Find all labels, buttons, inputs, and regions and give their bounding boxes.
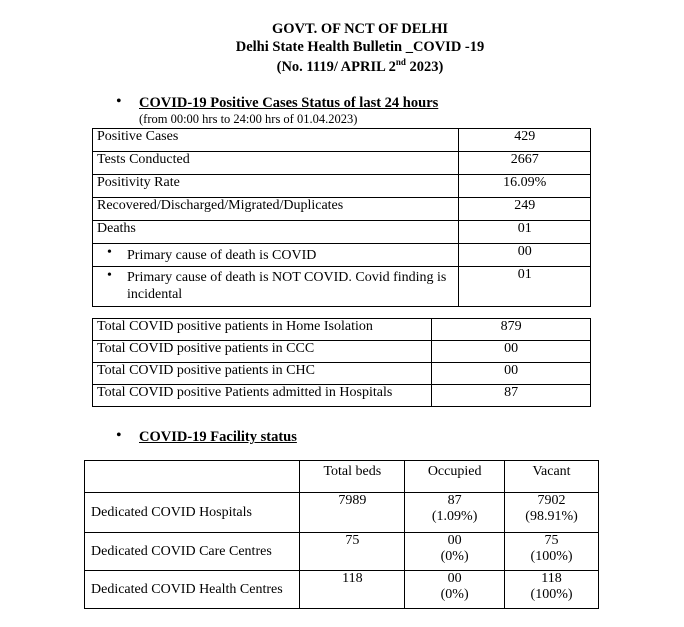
cases-status-table <box>92 128 591 307</box>
bulletin-number <box>0 57 684 76</box>
sub-bullet: • <box>107 268 112 283</box>
row-value: 249 <box>459 198 591 221</box>
occupied-cell <box>405 533 505 571</box>
row-label: Deaths <box>93 221 459 244</box>
bulletin-number-suffix: 2023) <box>405 58 444 75</box>
occupied-cell <box>405 493 505 533</box>
table-row <box>93 385 591 407</box>
row-value: 00 <box>459 244 591 267</box>
row-value: 429 <box>459 129 591 152</box>
table-row <box>93 221 591 244</box>
row-value: 16.09% <box>459 175 591 198</box>
table-row <box>93 363 591 385</box>
total-beds-value: 7989 <box>300 493 405 533</box>
row-value: 87 <box>432 385 591 407</box>
bulletin-number-sup: nd <box>395 57 406 67</box>
occupied-cell <box>405 571 505 609</box>
section2-title: COVID-19 Facility status <box>139 429 297 445</box>
row-value: 01 <box>459 267 591 307</box>
table-row <box>93 152 591 175</box>
facility-label: Dedicated COVID Health Centres <box>85 571 300 609</box>
vacant-value: 75 <box>544 533 559 548</box>
header-empty-cell <box>85 461 300 493</box>
column-header-total-beds: Total beds <box>300 461 405 493</box>
table-row <box>93 175 591 198</box>
column-header-vacant: Vacant <box>505 461 599 493</box>
row-label: Positive Cases <box>93 129 459 152</box>
row-label: Total COVID positive patients in Home Isolation <box>93 319 432 341</box>
vacant-value: 118 <box>541 571 562 586</box>
row-label: Positivity Rate <box>93 175 459 198</box>
row-value: 879 <box>432 319 591 341</box>
total-beds-value: 118 <box>300 571 405 609</box>
facility-status-table <box>84 460 599 609</box>
table-row <box>85 493 599 533</box>
occupied-value: 87 <box>447 493 462 508</box>
row-label: Tests Conducted <box>93 152 459 175</box>
table-header-row <box>85 461 599 493</box>
facility-label: Dedicated COVID Hospitals <box>85 493 300 533</box>
isolation-table <box>92 318 591 407</box>
vacant-percent: (98.91%) <box>525 509 578 524</box>
column-header-occupied: Occupied <box>405 461 505 493</box>
header-subtitle: Delhi State Health Bulletin _COVID -19 <box>235 39 485 55</box>
vacant-cell <box>505 493 599 533</box>
table-row <box>93 267 591 307</box>
occupied-value: 00 <box>447 571 462 586</box>
row-value: 2667 <box>459 152 591 175</box>
table-row <box>93 319 591 341</box>
table-row <box>85 533 599 571</box>
row-label: Recovered/Discharged/Migrated/Duplicates <box>93 198 459 221</box>
vacant-cell <box>505 533 599 571</box>
sub-row-label-cell <box>93 244 459 267</box>
occupied-percent: (0%) <box>440 587 469 602</box>
table-row <box>93 129 591 152</box>
table-row <box>85 571 599 609</box>
row-label: Total COVID positive patients in CCC <box>93 341 432 363</box>
sub-bullet: • <box>107 245 112 260</box>
occupied-percent: (0%) <box>440 549 469 564</box>
occupied-percent: (1.09%) <box>431 509 478 524</box>
row-label: Total COVID positive patients in CHC <box>93 363 432 385</box>
table-row <box>93 341 591 363</box>
vacant-cell <box>505 571 599 609</box>
row-value: 00 <box>432 363 591 385</box>
section2-bullet: • <box>116 427 122 444</box>
sub-row-label: Primary cause of death is NOT COVID. Covid finding is incidental <box>127 270 447 302</box>
table-row <box>93 244 591 267</box>
vacant-value: 7902 <box>537 493 566 508</box>
header-title: GOVT. OF NCT OF DELHI <box>271 21 449 37</box>
row-value: 00 <box>432 341 591 363</box>
row-value: 01 <box>459 221 591 244</box>
bulletin-number-prefix: (No. 1119/ APRIL 2 <box>276 58 396 75</box>
total-beds-value: 75 <box>300 533 405 571</box>
sub-row-label-cell <box>93 267 459 307</box>
section1-note: (from 00:00 hrs to 24:00 hrs of 01.04.2023) <box>139 112 358 126</box>
sub-row-label: Primary cause of death is COVID <box>127 248 317 263</box>
table-row <box>93 198 591 221</box>
section1-bullet: • <box>116 93 122 110</box>
occupied-value: 00 <box>447 533 462 548</box>
row-label: Total COVID positive Patients admitted in Hospitals <box>93 385 432 407</box>
facility-label: Dedicated COVID Care Centres <box>85 533 300 571</box>
vacant-percent: (100%) <box>530 549 573 564</box>
section1-title: COVID-19 Positive Cases Status of last 24 hours <box>139 95 439 111</box>
vacant-percent: (100%) <box>530 587 573 602</box>
